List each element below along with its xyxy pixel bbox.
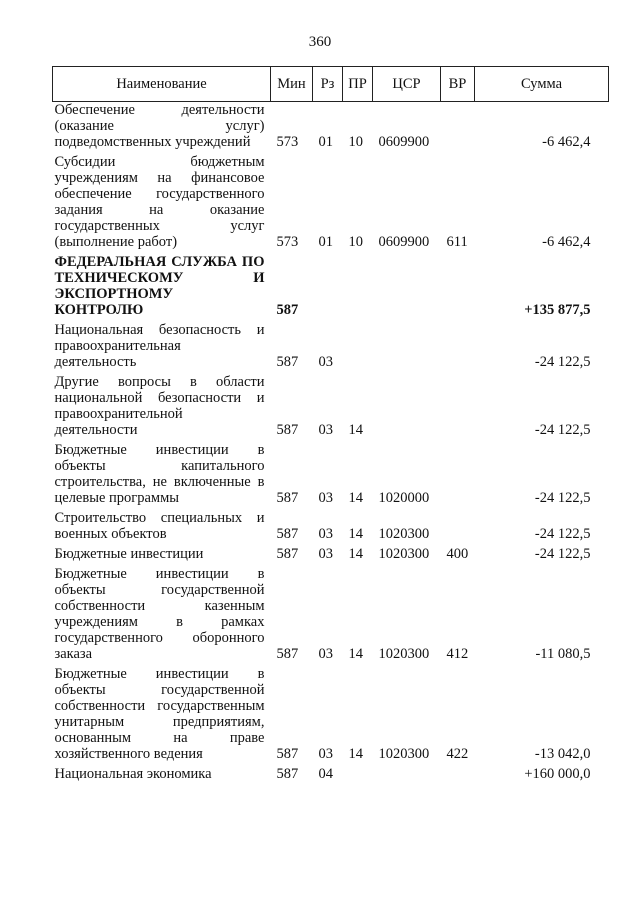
table-row bbox=[53, 254, 609, 322]
row-rz: 03 bbox=[318, 646, 333, 662]
row-vr bbox=[441, 766, 475, 786]
row-csr: 1020000 bbox=[378, 490, 430, 506]
row-vr bbox=[441, 374, 475, 442]
row-pr: 14 bbox=[348, 546, 363, 562]
header-rz: Рз bbox=[313, 67, 343, 102]
header-pr: ПР bbox=[343, 67, 373, 102]
row-csr: 1020300 bbox=[378, 526, 430, 542]
row-rz: 04 bbox=[318, 766, 333, 782]
row-min: 587 bbox=[276, 490, 299, 506]
row-sum: -24 122,5 bbox=[534, 422, 591, 438]
table-row bbox=[53, 154, 609, 254]
row-csr bbox=[373, 322, 441, 374]
header-sum: Сумма bbox=[475, 67, 609, 102]
row-min: 587 bbox=[276, 646, 299, 662]
row-sum: +135 877,5 bbox=[524, 302, 591, 318]
table-header bbox=[53, 67, 609, 102]
table-row bbox=[53, 566, 609, 666]
table-row bbox=[53, 510, 609, 546]
table-row bbox=[53, 322, 609, 374]
row-csr: 1020300 bbox=[378, 746, 430, 762]
table-row bbox=[53, 766, 609, 786]
row-vr: 400 bbox=[446, 546, 469, 562]
table-row bbox=[53, 666, 609, 766]
row-sum: -24 122,5 bbox=[534, 354, 591, 370]
row-pr: 10 bbox=[348, 234, 363, 250]
header-min: Мин bbox=[271, 67, 313, 102]
row-vr bbox=[441, 254, 475, 322]
row-csr: 1020300 bbox=[378, 646, 430, 662]
row-pr: 10 bbox=[348, 134, 363, 150]
row-name: Бюджетные инвестиции в объекты капитального строительства, не включенные в целевые программы bbox=[54, 442, 265, 506]
row-min: 587 bbox=[276, 422, 299, 438]
row-sum: -6 462,4 bbox=[542, 234, 591, 250]
row-vr bbox=[441, 442, 475, 510]
row-name: Субсидии бюджетным учреждениям на финансовое обеспечение государственного задания на оказание государственных услуг (выполнение работ) bbox=[54, 154, 265, 250]
row-rz: 03 bbox=[318, 746, 333, 762]
row-name: Национальная безопасность и правоохранительная деятельность bbox=[54, 322, 265, 370]
row-min: 587 bbox=[276, 746, 299, 762]
row-pr: 14 bbox=[348, 490, 363, 506]
row-min: 587 bbox=[276, 546, 299, 562]
row-csr bbox=[373, 254, 441, 322]
row-rz: 01 bbox=[318, 134, 333, 150]
row-min: 573 bbox=[276, 234, 299, 250]
row-name: Бюджетные инвестиции в объекты государственной собственности государственным унитарным предприятиям, основанным на праве хозяйственного ведения bbox=[54, 666, 265, 762]
row-sum: -11 080,5 bbox=[535, 646, 591, 662]
row-pr: 14 bbox=[348, 746, 363, 762]
row-vr bbox=[441, 510, 475, 546]
table-row bbox=[53, 102, 609, 155]
row-sum: -24 122,5 bbox=[534, 490, 591, 506]
header-name: Наименование bbox=[53, 67, 271, 102]
row-rz: 03 bbox=[318, 354, 333, 370]
row-rz: 03 bbox=[318, 490, 333, 506]
row-sum: -24 122,5 bbox=[534, 526, 591, 542]
row-pr bbox=[343, 322, 373, 374]
header-vr: ВР bbox=[441, 67, 475, 102]
row-name: Бюджетные инвестиции в объекты государственной собственности казенным учреждениям в рамках государственного оборонного заказа bbox=[54, 566, 265, 662]
row-vr: 611 bbox=[446, 234, 468, 250]
row-sum: +160 000,0 bbox=[524, 766, 591, 782]
row-pr: 14 bbox=[348, 422, 363, 438]
row-vr bbox=[441, 102, 475, 155]
row-csr: 1020300 bbox=[378, 546, 430, 562]
row-name: Национальная экономика bbox=[54, 766, 212, 782]
page-number: 360 bbox=[308, 34, 332, 50]
row-min: 573 bbox=[276, 134, 299, 150]
row-min: 587 bbox=[276, 766, 299, 782]
row-csr bbox=[373, 766, 441, 786]
table-row bbox=[53, 546, 609, 566]
row-csr: 0609900 bbox=[378, 234, 430, 250]
table-row bbox=[53, 374, 609, 442]
row-rz: 03 bbox=[318, 422, 333, 438]
header-row bbox=[53, 67, 609, 102]
row-rz bbox=[313, 254, 343, 322]
row-rz: 03 bbox=[318, 526, 333, 542]
row-name: ФЕДЕРАЛЬНАЯ СЛУЖБА ПО ТЕХНИЧЕСКОМУ И ЭКСПОРТНОМУ КОНТРОЛЮ bbox=[54, 254, 265, 318]
row-vr bbox=[441, 322, 475, 374]
row-name: Обеспечение деятельности (оказание услуг) подведомственных учреждений bbox=[54, 102, 265, 150]
table-row bbox=[53, 442, 609, 510]
row-name: Строительство специальных и военных объектов bbox=[54, 510, 265, 542]
table-body bbox=[53, 102, 609, 787]
row-min: 587 bbox=[276, 526, 299, 542]
row-min: 587 bbox=[276, 354, 299, 370]
row-vr: 422 bbox=[446, 746, 469, 762]
row-csr: 0609900 bbox=[378, 134, 430, 150]
row-pr bbox=[343, 766, 373, 786]
row-vr: 412 bbox=[446, 646, 469, 662]
header-csr: ЦСР bbox=[373, 67, 441, 102]
row-min: 587 bbox=[276, 302, 299, 318]
row-rz: 01 bbox=[318, 234, 333, 250]
row-sum: -13 042,0 bbox=[534, 746, 591, 762]
row-rz: 03 bbox=[318, 546, 333, 562]
row-csr bbox=[373, 374, 441, 442]
row-pr: 14 bbox=[348, 526, 363, 542]
row-pr bbox=[343, 254, 373, 322]
row-name: Другие вопросы в области национальной безопасности и правоохранительной деятельности bbox=[54, 374, 265, 438]
budget-table bbox=[52, 66, 609, 786]
row-name: Бюджетные инвестиции bbox=[54, 546, 204, 562]
row-sum: -24 122,5 bbox=[534, 546, 591, 562]
row-pr: 14 bbox=[348, 646, 363, 662]
row-sum: -6 462,4 bbox=[542, 134, 591, 150]
